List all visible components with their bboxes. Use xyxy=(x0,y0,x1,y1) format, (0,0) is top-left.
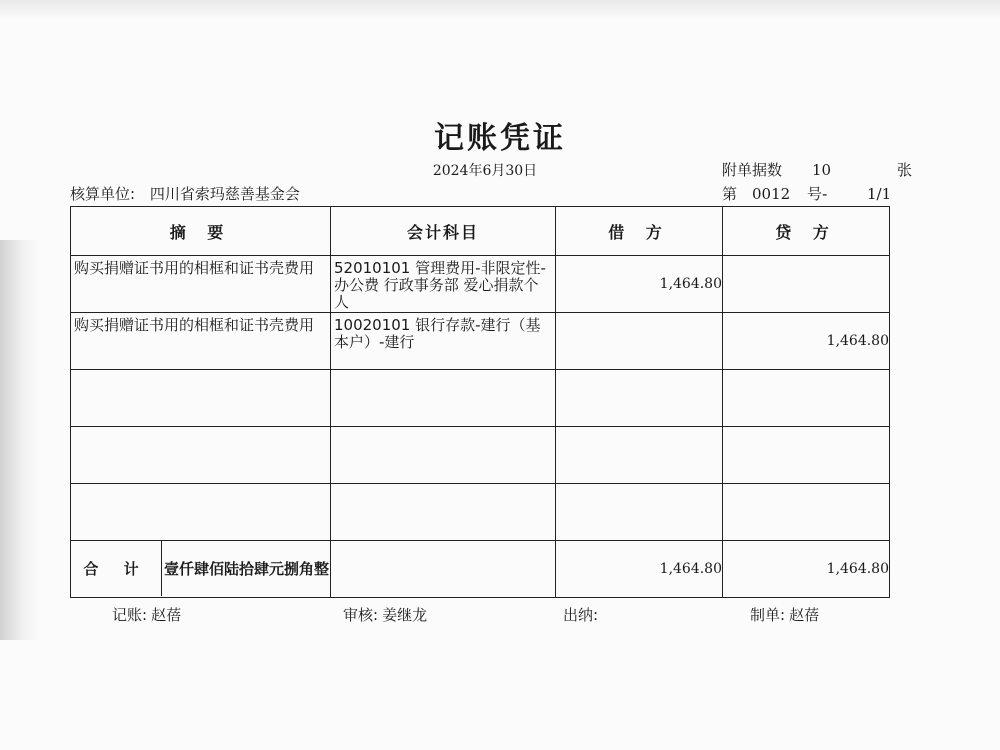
attach-value: 10 xyxy=(812,161,832,179)
empty-cell xyxy=(556,484,723,541)
empty-cell xyxy=(723,427,890,484)
total-credit: 1,464.80 xyxy=(723,541,890,598)
cashier-signature xyxy=(563,604,602,625)
bookkeeper-label: 记账: xyxy=(112,606,148,624)
scan-top-shadow xyxy=(0,0,1000,20)
empty-cell xyxy=(71,370,331,427)
empty-cell xyxy=(71,484,331,541)
bookkeeper-signature xyxy=(112,604,181,625)
total-amount-words: 壹仟肆佰陆拾肆元捌角整 xyxy=(164,560,330,578)
empty-cell xyxy=(723,484,890,541)
attach-label: 附单据数 xyxy=(722,161,783,179)
empty-cell xyxy=(556,370,723,427)
attach-unit: 张 xyxy=(896,161,912,179)
row-subject: 52010101 管理费用-非限定性-办公费 行政事务部 爱心捐款个人 xyxy=(331,256,556,313)
bookkeeper-name: 赵蓓 xyxy=(151,606,182,624)
table-row-empty xyxy=(71,427,890,484)
row-summary: 购买捐赠证书用的相框和证书壳费用 xyxy=(71,256,331,313)
header-summary: 摘 要 xyxy=(71,207,331,256)
page-indicator: 1/1 xyxy=(867,185,892,203)
header-credit: 贷 方 xyxy=(723,207,890,256)
row-debit xyxy=(556,313,723,370)
unit-name: 四川省索玛慈善基金会 xyxy=(149,185,300,203)
row-credit xyxy=(723,256,890,313)
empty-cell xyxy=(331,427,556,484)
row-subject: 10020101 银行存款-建行（基本户）-建行 xyxy=(331,313,556,370)
voucher-table xyxy=(70,206,890,598)
no-suffix: 号- xyxy=(807,185,828,203)
table-row xyxy=(71,313,890,370)
empty-cell xyxy=(331,484,556,541)
total-debit: 1,464.80 xyxy=(556,541,723,598)
voucher-date: 2024年6月30日 xyxy=(432,163,538,179)
row-credit: 1,464.80 xyxy=(723,313,890,370)
header-debit: 借 方 xyxy=(556,207,723,256)
row-summary: 购买捐赠证书用的相框和证书壳费用 xyxy=(71,313,331,370)
maker-name: 赵蓓 xyxy=(789,606,820,624)
empty-cell xyxy=(556,427,723,484)
empty-cell xyxy=(71,427,331,484)
total-label-and-words xyxy=(71,541,331,598)
row-debit: 1,464.80 xyxy=(556,256,723,313)
unit-label: 核算单位: xyxy=(70,185,136,203)
attachment-count xyxy=(722,159,912,180)
empty-cell xyxy=(331,370,556,427)
table-row-empty xyxy=(71,484,890,541)
reviewer-signature xyxy=(343,604,427,625)
no-prefix: 第 xyxy=(722,185,738,203)
maker-label: 制单: xyxy=(750,606,786,624)
cashier-label: 出纳: xyxy=(563,606,599,624)
total-subject-empty xyxy=(331,541,556,598)
empty-cell xyxy=(723,370,890,427)
table-row xyxy=(71,256,890,313)
total-label: 合 计 xyxy=(71,541,162,596)
voucher-number xyxy=(722,183,892,204)
accounting-unit xyxy=(70,183,300,204)
maker-signature xyxy=(750,604,819,625)
total-row xyxy=(71,541,890,598)
scan-edge-shadow xyxy=(0,240,40,640)
no-value: 0012 xyxy=(752,185,791,203)
table-row-empty xyxy=(71,370,890,427)
table-header-row xyxy=(71,207,890,256)
reviewer-label: 审核: xyxy=(343,606,379,624)
reviewer-name: 姜继龙 xyxy=(382,606,428,624)
voucher-title: 记账凭证 xyxy=(434,121,566,156)
header-subject: 会计科目 xyxy=(331,207,556,256)
